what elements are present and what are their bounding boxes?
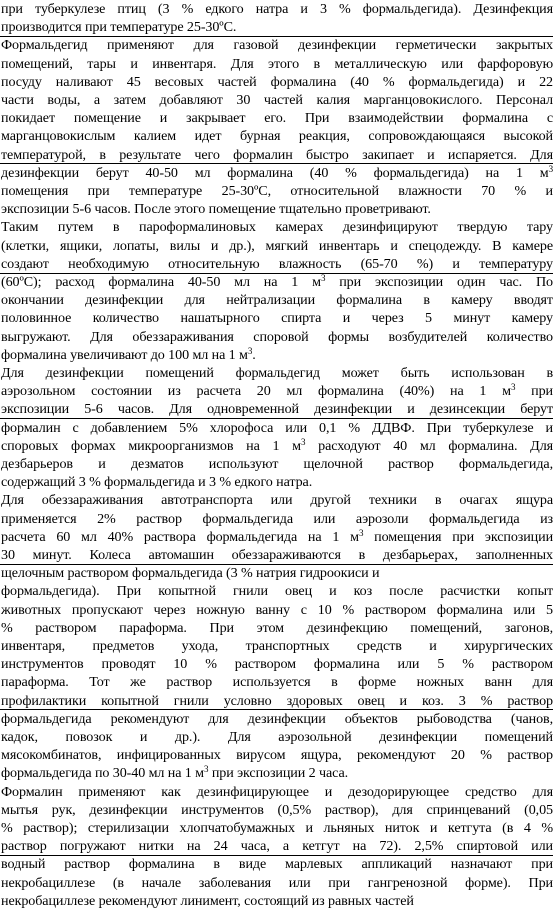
text-run: при экспозиции 2 часа. — [208, 765, 349, 782]
text-run: (60ºС); расход формалина 40-50 мл на 1 м — [1, 274, 321, 290]
text-line: создают необходимую относительную влажность (65-70 %) и температуру — [1, 255, 553, 272]
text-line: инвентаря, предметов ухода, транспортных средств и хирургических — [1, 638, 553, 654]
page-break-rule — [0, 564, 553, 565]
text-line — [1, 528, 553, 546]
text-line: посуду наливают 45 весовых частей формалина (40 % формальдегида) и 22 — [1, 73, 553, 90]
text-line — [1, 764, 553, 782]
text-line: параформа. Тот же раствор используется в форме ножных ванн для — [1, 674, 553, 691]
text-line: применяется 2% раствор формальдегида или аэрозоли формальдегида из — [1, 510, 553, 527]
text-line: Таким путем в пароформалиновых камерах дезинфицируют твердую тару — [1, 219, 553, 236]
text-line: формальдегида рекомендуют для дезинфекции объектов рыбоводства (чанов, — [1, 710, 553, 727]
text-line: некробациллезе (в начале заболевания или при гангренозной форме). При — [1, 874, 553, 891]
text-line: экспозиции 5-6 часов. Для одновременной дезинфекции и дезинсекции берут — [1, 401, 553, 418]
text-line: производится при температуре 25-30ºС. — [1, 19, 237, 36]
text-line: мытья рук, дезинфекции инструментов (0,5% раствор), для спринцеваний (0,05 — [1, 801, 553, 818]
text-line: покидает помещение и закрывает его. При взаимодействии формалина с — [1, 110, 553, 127]
page-break-rule — [0, 273, 553, 274]
text-line: Для дезинфекции помещений формальдегид может быть использован в — [1, 365, 553, 381]
text-line: инструментов проводят 10 % раствором формалина или 5 % раствором — [1, 656, 553, 673]
text-line: кадок, повозок и др.). Для аэрозольной дезинфекции помещений — [1, 729, 553, 745]
text-line — [1, 273, 553, 291]
text-line: водный раствор формалина в виде марлевых аппликаций назначают при — [1, 856, 553, 873]
text-line: окончании дезинфекции для нейтрализации формалина в камеру вводят — [1, 292, 553, 309]
text-run: при — [515, 383, 553, 400]
superscript: 3 — [548, 163, 553, 174]
text-line: температурой, в результате чего формалин быстро закипает и испаряется. Для — [1, 146, 553, 163]
page-break-rule — [0, 709, 553, 710]
text-line: при туберкулезе птиц (3 % едкого натра и 3 % формальдегида). Дезинфекция — [1, 1, 553, 17]
text-run: расчета 60 мл 40% раствора формальдегида на 1 м — [1, 528, 359, 545]
text-line: животных пропускают через ножную ванну с 10 % раствором формалина или 5 — [1, 601, 553, 618]
text-line: 30 минут. Колеса автомашин обеззараживаются в дезбарьерах, заполненных — [1, 547, 553, 563]
text-line: % раствор); стерилизации хлопчатобумажных и льняных ниток и кетгута (в 4 % — [1, 820, 553, 836]
text-line: содержащий 3 % формальдегида и 3 % едкого натра. — [1, 474, 313, 491]
text-line: некробациллезе рекомендуют линимент, состоящий из равных частей — [1, 892, 414, 909]
text-line: % раствором параформа. При этом дезинфекцию помещений, загонов, — [1, 619, 553, 636]
text-line: щелочным раствором формальдегида (3 % натрия гидроокиси и — [1, 565, 380, 582]
text-run: . — [252, 346, 256, 363]
page-break-rule — [0, 418, 553, 419]
text-line: помещений, тары и инвентаря. Для этого в металлическую или фарфоровую — [1, 55, 553, 72]
page-break-rule — [0, 855, 553, 856]
superscript: 3 — [358, 527, 364, 538]
superscript: 3 — [510, 382, 516, 393]
text-line — [1, 346, 553, 364]
text-run: формальдегида по 30-40 мл на 1 м — [1, 765, 204, 782]
text-line: формальдегида). При копытной гнили овец и коз после расчистки копыт — [1, 583, 553, 600]
text-line: выгружают. Для обеззараживания споровой формы возбудителей количество — [1, 328, 553, 345]
text-run: помещения при экспозиции — [363, 528, 553, 545]
superscript: 3 — [203, 764, 209, 775]
text-line — [1, 437, 553, 455]
text-line: марганцовокислым калием идет бурная реакция, сопровождающаяся высокой — [1, 128, 553, 145]
text-line: раствор погружают нитки на 24 часа, а кетгут на 72). 2,5% спиртовой или — [1, 838, 553, 855]
page-break-rule — [0, 163, 553, 164]
text-line: профилактики копытной гнили условно здоровых овец и коз. 3 % раствор — [1, 692, 553, 709]
text-line: Формальдегид применяют для газовой дезинфекции герметически закрытых — [1, 37, 553, 54]
text-line: дезбарьеров и дезматов используют щелочной раствор формальдегида, — [1, 456, 553, 472]
text-run: споровых формах микроорганизмов на 1 м — [1, 437, 301, 454]
text-run: при экспозиции один час. По — [325, 274, 553, 290]
page-break-rule — [0, 36, 553, 37]
text-line: Формалин применяют как дезинфицирующее и дезодорирующее средство для — [1, 783, 553, 800]
text-line: мясокомбинатов, инфицированных вирусом ящура, рекомендуют 20 % раствор — [1, 747, 553, 764]
text-line: помещения при температуре 25-30ºС, относительной влажности 70 % и — [1, 183, 553, 199]
superscript: 3 — [301, 436, 306, 447]
text-line: экспозиции 5-6 часов. После этого помещение тщательно проветривают. — [1, 201, 431, 218]
text-line — [1, 382, 553, 400]
text-run: расходуют 40 мл формалина. Для — [305, 437, 553, 454]
superscript: 3 — [320, 273, 326, 283]
text-line: формалин с добавлением 5% хлорофоса или 0,1 % ДДВФ. При туберкулезе и — [1, 419, 553, 436]
superscript: 3 — [247, 345, 253, 356]
text-run: дезинфекции берут 40-50 мл формалина (40 % формальдегида) на 1 м — [1, 164, 549, 181]
text-line: половинное количество нашатырного спирта и через 5 минут камеру — [1, 310, 553, 327]
text-line: (клетки, ящики, лопаты, вилы и др.), мягкий инвентарь и спецодежду. В камере — [1, 237, 553, 254]
text-run: формалина увеличивают до 100 мл на 1 м — [1, 346, 248, 363]
text-run: аэрозольном состоянии из расчета 20 мл формалина (40%) на 1 м — [1, 383, 511, 400]
text-line: Для обеззараживания автотранспорта или другой техники в очагах ящура — [1, 492, 553, 509]
text-line — [1, 164, 553, 182]
text-line: части воды, а затем добавляют 30 частей калия марганцовокислого. Персонал — [1, 92, 553, 108]
